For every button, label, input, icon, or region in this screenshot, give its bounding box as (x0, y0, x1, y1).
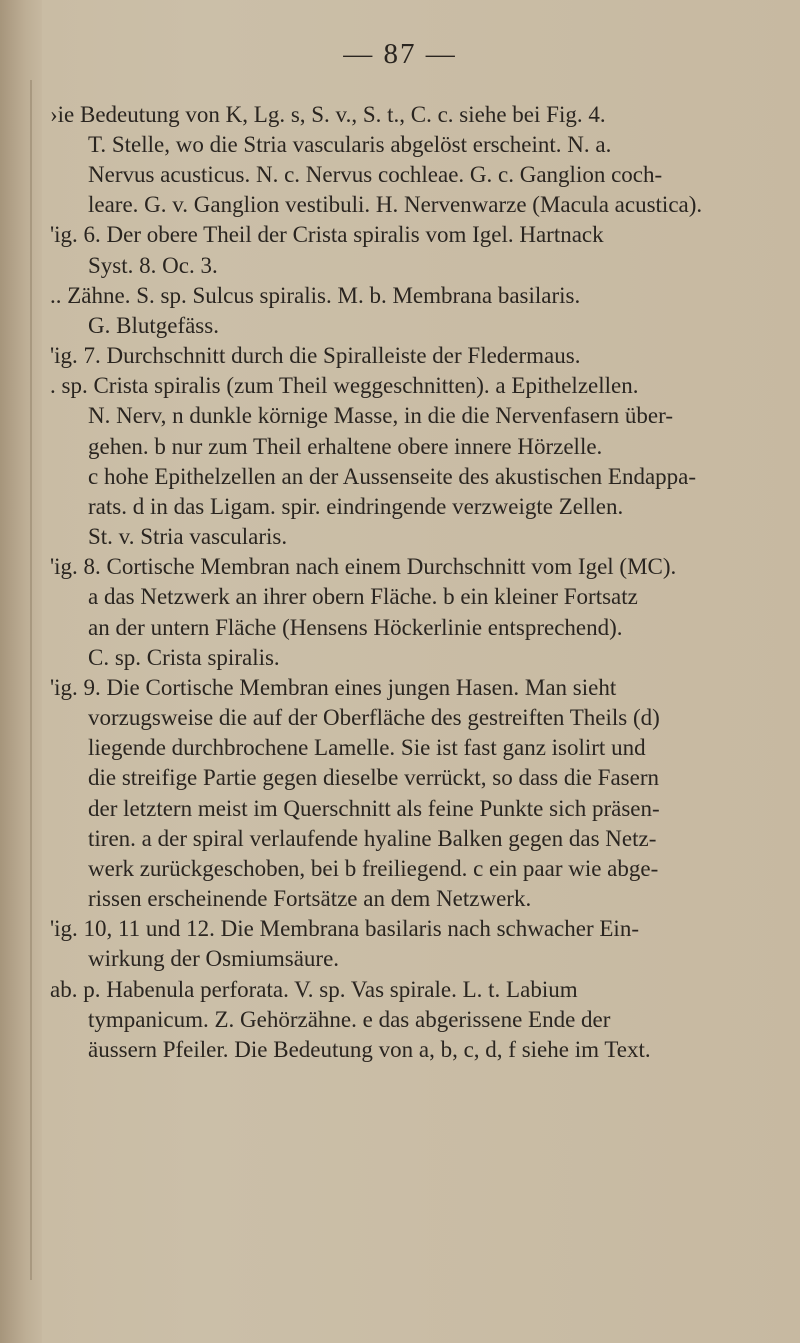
text-line: Syst. 8. Oc. 3. (88, 253, 218, 278)
text-line: T. Stelle, wo die Stria vascularis abgelöst erscheint. N. a. (88, 132, 612, 157)
text-line: vorzugsweise die auf der Oberfläche des gestreiften Theils (d) (88, 705, 660, 730)
text-line: N. Nerv, n dunkle körnige Masse, in die die Nervenfasern über- (88, 403, 673, 428)
text-line: tiren. a der spiral verlaufende hyaline Balken gegen das Netz- (88, 826, 657, 851)
text-line: ab. p. Habenula perforata. V. sp. Vas spirale. L. t. Labium (50, 977, 578, 1002)
text-line: leare. G. v. Ganglion vestibuli. H. Nervenwarze (Macula acustica). (88, 192, 703, 217)
text-line: ›ie Bedeutung von K, Lg. s, S. v., S. t., C. c. siehe bei Fig. 4. (50, 102, 606, 127)
text-line: rats. d in das Ligam. spir. eindringende verzweigte Zellen. (88, 494, 624, 519)
text-line: 'ig. 8. Cortische Membran nach einem Durchschnitt vom Igel (MC). (50, 554, 677, 579)
text-line: wirkung der Osmiumsäure. (88, 946, 340, 971)
text-line: G. Blutgefäss. (88, 313, 219, 338)
text-line: St. v. Stria vascularis. (88, 524, 288, 549)
text-line: Nervus acusticus. N. c. Nervus cochleae. G. c. Ganglion coch- (88, 162, 663, 187)
text-line: äussern Pfeiler. Die Bedeutung von a, b, c, d, f siehe im Text. (88, 1037, 651, 1062)
text-line: . sp. Crista spiralis (zum Theil weggeschnitten). a Epithelzellen. (50, 373, 639, 398)
binding-shadow-line (30, 80, 32, 1280)
text-line: rissen erscheinende Fortsätze an dem Netzwerk. (88, 886, 532, 911)
text-line: a das Netzwerk an ihrer obern Fläche. b ein kleiner Fortsatz (88, 584, 638, 609)
page-number-header: — 87 — (343, 38, 457, 70)
text-line: an der untern Fläche (Hensens Höckerlinie entsprechend). (88, 615, 623, 640)
text-line: 'ig. 10, 11 und 12. Die Membrana basilaris nach schwacher Ein- (50, 916, 639, 941)
text-line: gehen. b nur zum Theil erhaltene obere innere Hörzelle. (88, 434, 603, 459)
text-line: c hohe Epithelzellen an der Aussenseite des akustischen Endappa- (88, 464, 697, 489)
text-line: 'ig. 6. Der obere Theil der Crista spiralis vom Igel. Hartnack (50, 222, 604, 247)
text-line: die streifige Partie gegen dieselbe verrückt, so dass die Fasern (88, 765, 659, 790)
text-line: .. Zähne. S. sp. Sulcus spiralis. M. b. Membrana basilaris. (50, 283, 581, 308)
book-binding-edge (0, 0, 42, 1343)
text-line: 'ig. 9. Die Cortische Membran eines jungen Hasen. Man sieht (50, 675, 617, 700)
text-line: 'ig. 7. Durchschnitt durch die Spiralleiste der Fledermaus. (50, 343, 581, 368)
text-line: tympanicum. Z. Gehörzähne. e das abgerissene Ende der (88, 1007, 611, 1032)
text-line: der letztern meist im Querschnitt als feine Punkte sich präsen- (88, 796, 660, 821)
text-line: werk zurückgeschoben, bei b freiliegend. c ein paar wie abge- (88, 856, 659, 881)
text-line: C. sp. Crista spiralis. (88, 645, 280, 670)
text-line: liegende durchbrochene Lamelle. Sie ist fast ganz isolirt und (88, 735, 646, 760)
